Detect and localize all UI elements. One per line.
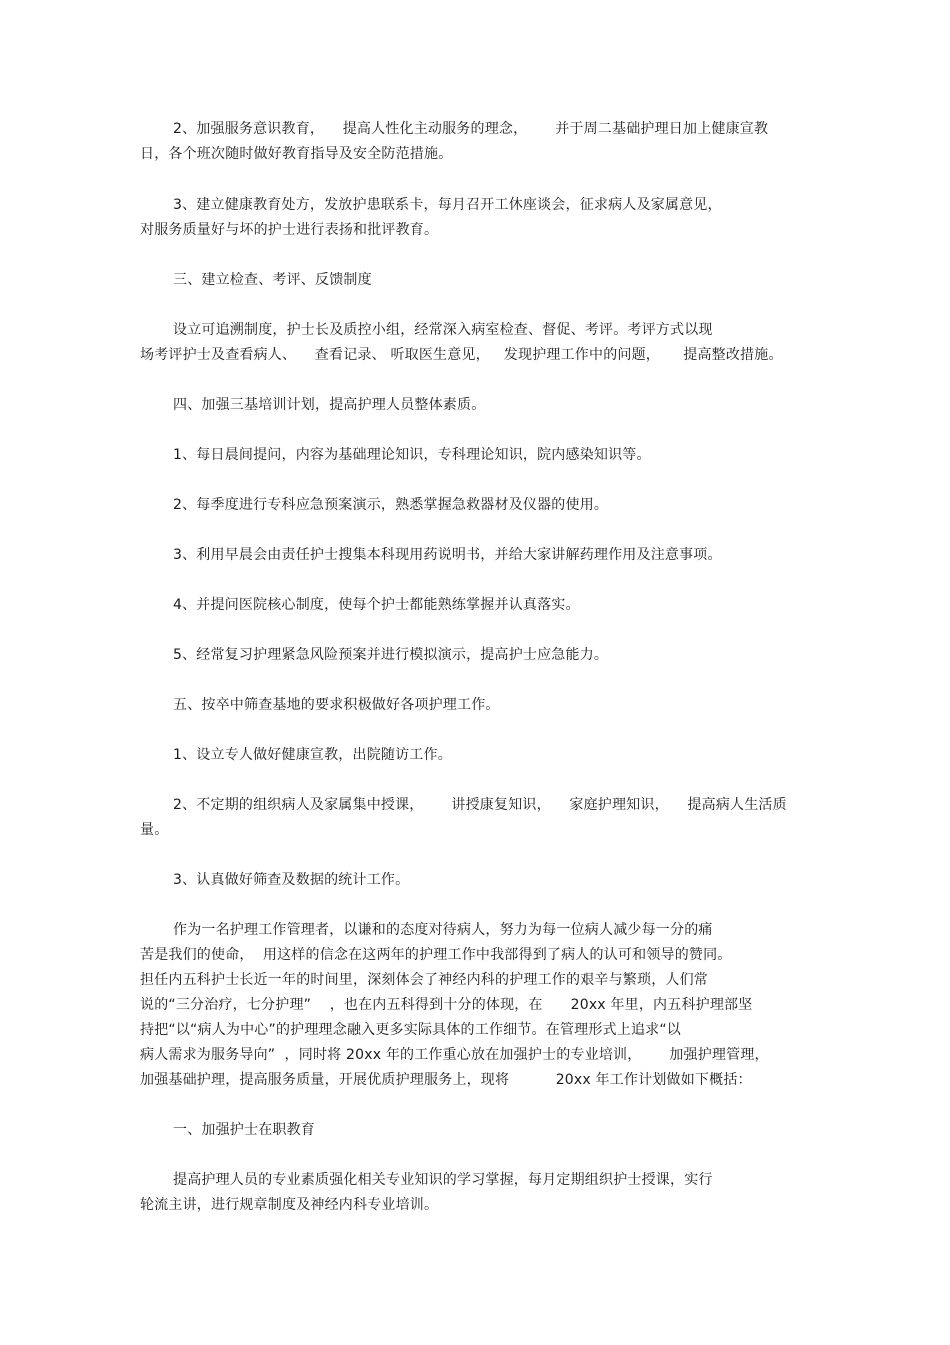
- text-line: 5、经常复习护理紧急风险预案并进行模拟演示，提高护士应急能力。: [173, 647, 609, 663]
- text-line: 场考评护士及查看病人、 查看记录、 听取医生意见， 发现护理工作中的问题， 提高整改措施。: [140, 347, 783, 363]
- text-line: 设立可追溯制度，护士长及质控小组，经常深入病室检查、督促、考评。考评方式以现: [173, 322, 713, 338]
- text-line: 病人需求为服务导向” ，同时将 20xx 年的工作重心放在加强护士的专业培训， 加强护理管理，: [140, 1047, 769, 1063]
- text-line: 提高护理人员的专业素质强化相关专业知识的学习掌握，每月定期组织护士授课，实行: [173, 1172, 713, 1188]
- section-heading: 三、建立检查、考评、反馈制度: [173, 272, 372, 288]
- text-line: 2、每季度进行专科应急预案演示，熟悉掌握急救器材及仪器的使用。: [173, 497, 609, 513]
- section-heading: 五、按卒中筛查基地的要求积极做好各项护理工作。: [173, 697, 500, 713]
- text-line: 加强基础护理，提高服务质量，开展优质护理服务上，现将 20xx 年工作计划做如下概括：: [140, 1072, 752, 1088]
- text-line: 1、每日晨间提问，内容为基础理论知识，专科理论知识，院内感染知识等。: [173, 447, 651, 463]
- text-line: 2、不定期的组织病人及家属集中授课， 讲授康复知识， 家庭护理知识， 提高病人生活质: [173, 797, 787, 813]
- text-line: 对服务质量好与坏的护士进行表扬和批评教育。: [140, 222, 439, 238]
- text-line: 3、利用早晨会由责任护士搜集本科现用药说明书，并给大家讲解药理作用及注意事项。: [173, 547, 722, 563]
- text-line: 日，各个班次随时做好教育指导及安全防范措施。: [140, 146, 453, 162]
- section-heading: 一、加强护士在职教育: [173, 1122, 315, 1138]
- text-line: 3、建立健康教育处方，发放护患联系卡，每月召开工休座谈会，征求病人及家属意见，: [173, 197, 722, 213]
- section-heading: 四、加强三基培训计划，提高护理人员整体素质。: [173, 397, 486, 413]
- text-line: 说的“三分治疗，七分护理” ，也在内五科得到十分的体现，在 20xx 年里，内五科护理部坚: [140, 997, 753, 1013]
- text-line: 担任内五科护士长近一年的时间里，深刻体会了神经内科的护理工作的艰辛与繁琐，人们常: [140, 972, 708, 988]
- text-line: 4、并提问医院核心制度，使每个护士都能熟练掌握并认真落实。: [173, 597, 580, 613]
- text-line: 轮流主讲，进行规章制度及神经内科专业培训。: [140, 1197, 439, 1213]
- text-line: 作为一名护理工作管理者，以谦和的态度对待病人，努力为每一位病人减少每一分的痛: [173, 922, 713, 938]
- text-line: 3、认真做好筛查及数据的统计工作。: [173, 872, 410, 888]
- text-line: 量。: [140, 822, 169, 838]
- text-line: 持把“以“病人为中心”的护理理念融入更多实际具体的工作细节。在管理形式上追求“以: [140, 1022, 682, 1038]
- text-line: 苦是我们的使命， 用这样的信念在这两年的护理工作中我部得到了病人的认可和领导的赞同。: [140, 947, 732, 963]
- text-line: 2、加强服务意识教育， 提高人性化主动服务的理念， 并于周二基础护理日加上健康宣教: [173, 121, 769, 137]
- text-line: 1、设立专人做好健康宣教，出院随访工作。: [173, 747, 452, 763]
